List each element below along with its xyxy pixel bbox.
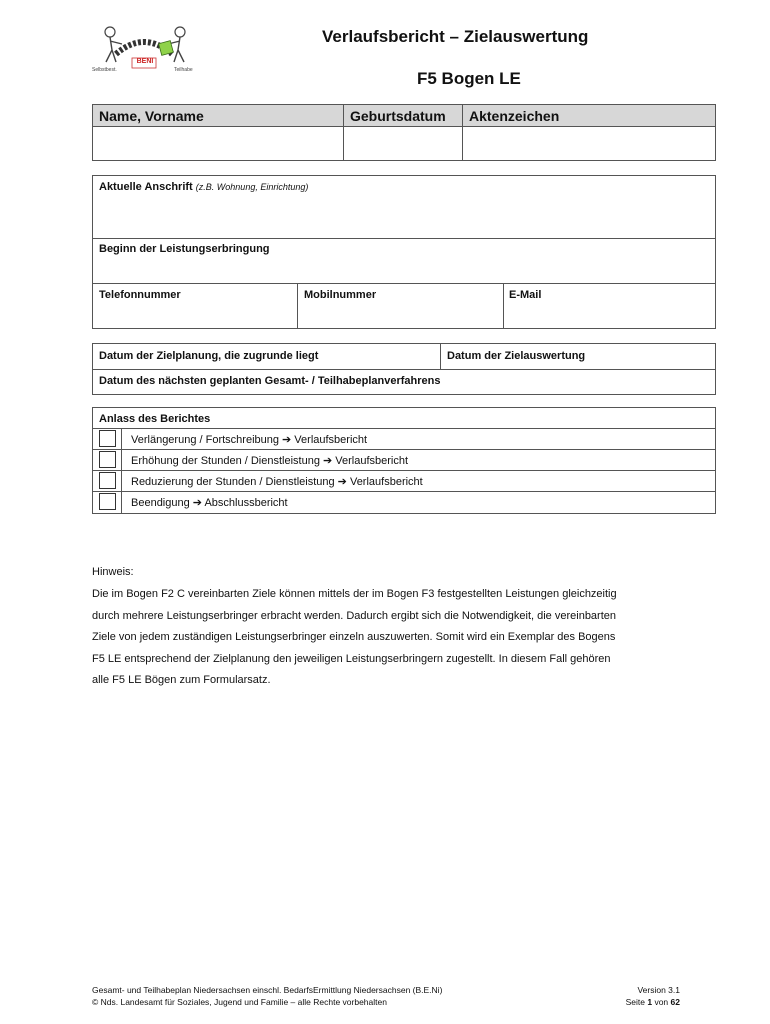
address-label: [99, 181, 308, 193]
beni-logo: [88, 20, 200, 76]
eval-date-label: Datum der Zielauswertung: [447, 350, 586, 362]
mobile-label: Mobilnummer: [304, 289, 377, 301]
footer-page-number: [626, 997, 680, 1007]
page-current: 1: [647, 997, 653, 1007]
email-field[interactable]: [504, 302, 715, 328]
contact-table: [92, 175, 716, 329]
file-number-field[interactable]: [463, 127, 715, 160]
mobile-field[interactable]: [298, 302, 503, 328]
option-reduction-label: Reduzierung der Stunden / Dienstleistung ➔ Verlaufsbericht: [131, 476, 423, 488]
footer-line-1: Gesamt- und Teilhabeplan Niedersachsen einschl. BedarfsErmittlung Niedersachsen (B.E.Ni): [92, 985, 443, 995]
note-line: F5 LE entsprechend der Zielplanung den jeweiligen Leistungserbringern zugestellt. In diesem Fall gehören: [92, 653, 611, 665]
note-heading: Hinweis:: [92, 566, 134, 578]
address-hint: (z.B. Wohnung, Einrichtung): [195, 182, 309, 192]
page-subtitle: F5 Bogen LE: [417, 69, 521, 88]
email-label: E-Mail: [509, 289, 542, 301]
logo-text: BENI: [136, 58, 154, 65]
footer-line-2: © Nds. Landesamt für Soziales, Jugend und Familie – alle Rechte vorbehalten: [92, 997, 387, 1007]
header-birthdate: Geburtsdatum: [344, 105, 462, 126]
address-label-text: Aktuelle Anschrift: [99, 181, 193, 193]
note-line: durch mehrere Leistungserbringer erbracht werden. Dadurch ergibt sich die Notwendigkeit, die vereinbarten: [92, 610, 617, 622]
reason-table: [92, 407, 716, 514]
option-extension-label: Verlängerung / Fortschreibung ➔ Verlaufsbericht: [131, 434, 368, 446]
logo-left-label: Selbstbest.: [92, 67, 117, 73]
option-termination-label: Beendigung ➔ Abschlussbericht: [131, 497, 288, 509]
note-line: Die im Bogen F2 C vereinbarten Ziele können mittels der im Bogen F3 festgestellten Leistungen gleichzeitig: [92, 588, 617, 600]
phone-label: Telefonnummer: [99, 289, 181, 301]
note-line: Ziele von jedem zuständigen Leistungserbringer einzeln auszuwerten. Somit wird ein Exemplar des Bogens: [92, 631, 616, 643]
next-procedure-label: Datum des nächsten geplanten Gesamt- / Teilhabeplanverfahrens: [99, 375, 441, 387]
birthdate-field[interactable]: [344, 127, 462, 160]
footer-version: Version 3.1: [637, 985, 680, 995]
phone-field[interactable]: [93, 302, 297, 328]
person-table: [92, 104, 716, 161]
option-increase-checkbox[interactable]: [99, 451, 116, 468]
reason-header: Anlass des Berichtes: [99, 413, 211, 425]
start-field[interactable]: [93, 256, 715, 282]
header-file-number: Aktenzeichen: [463, 105, 715, 126]
name-field[interactable]: [93, 127, 343, 160]
start-label: Beginn der Leistungserbringung: [99, 243, 270, 255]
option-extension-checkbox[interactable]: [99, 430, 116, 447]
dates-table: [92, 343, 716, 395]
plan-date-label: Datum der Zielplanung, die zugrunde liegt: [99, 350, 319, 362]
option-increase-label: Erhöhung der Stunden / Dienstleistung ➔ Verlaufsbericht: [131, 455, 409, 467]
header-name: Name, Vorname: [93, 105, 343, 126]
note-line: alle F5 LE Bögen zum Formularsatz.: [92, 674, 271, 686]
address-field[interactable]: [93, 194, 715, 237]
page-total: 62: [670, 997, 680, 1007]
option-reduction-checkbox[interactable]: [99, 472, 116, 489]
logo-right-label: Teilhabe: [174, 67, 193, 73]
option-termination-checkbox[interactable]: [99, 493, 116, 510]
page-sep: von: [654, 997, 669, 1007]
page-title: Verlaufsbericht – Zielauswertung: [322, 27, 589, 46]
page-prefix: Seite: [625, 997, 645, 1007]
